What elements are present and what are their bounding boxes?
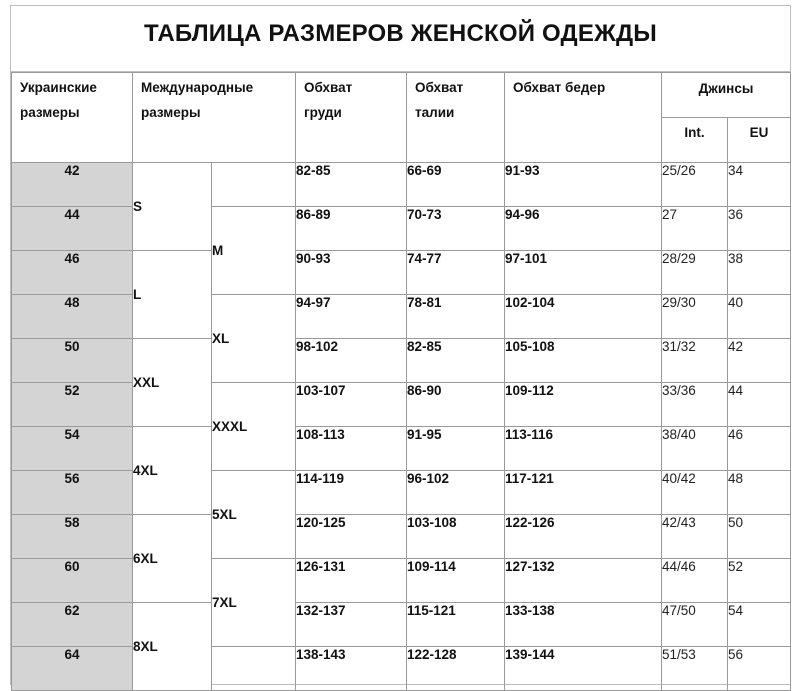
header-international-line2: размеры (141, 105, 201, 120)
table-row (12, 471, 791, 515)
header-waist-line1: Обхват (415, 80, 464, 95)
jeans-int-cell: 44/46 (662, 559, 728, 603)
intl-size-right-cell: XL (212, 295, 296, 383)
intl-size-right-empty-cell (212, 647, 296, 691)
waist-cell: 122-128 (407, 647, 505, 691)
ua-size-cell: 62 (12, 603, 133, 647)
jeans-eu-cell: 50 (728, 515, 791, 559)
intl-size-left-cell: 6XL (133, 515, 212, 603)
hips-cell: 94-96 (505, 207, 662, 251)
header-international-sizes (133, 73, 296, 163)
jeans-eu-cell: 36 (728, 207, 791, 251)
jeans-int-cell: 40/42 (662, 471, 728, 515)
hips-cell: 117-121 (505, 471, 662, 515)
jeans-int-cell: 29/30 (662, 295, 728, 339)
table-row (12, 383, 791, 427)
jeans-int-cell: 28/29 (662, 251, 728, 295)
header-jeans-int: Int. (662, 118, 728, 163)
jeans-int-cell: 27 (662, 207, 728, 251)
intl-size-left-cell: 4XL (133, 427, 212, 515)
ua-size-cell: 60 (12, 559, 133, 603)
jeans-eu-cell: 34 (728, 163, 791, 207)
chest-cell: 132-137 (296, 603, 407, 647)
intl-size-left-cell: 8XL (133, 603, 212, 691)
hips-cell: 109-112 (505, 383, 662, 427)
jeans-eu-cell: 56 (728, 647, 791, 691)
chest-cell: 98-102 (296, 339, 407, 383)
header-waist-line2: талии (415, 105, 455, 120)
intl-size-right-cell: 7XL (212, 559, 296, 647)
waist-cell: 78-81 (407, 295, 505, 339)
ua-size-cell: 42 (12, 163, 133, 207)
header-chest (296, 73, 407, 163)
header-jeans: Джинсы (662, 73, 791, 118)
waist-cell: 74-77 (407, 251, 505, 295)
table-row (12, 295, 791, 339)
chest-cell: 138-143 (296, 647, 407, 691)
table-row (12, 603, 791, 647)
ua-size-cell: 50 (12, 339, 133, 383)
header-hips (505, 73, 662, 163)
chest-cell: 114-119 (296, 471, 407, 515)
hips-cell: 133-138 (505, 603, 662, 647)
intl-size-left-cell: L (133, 251, 212, 339)
hips-cell: 102-104 (505, 295, 662, 339)
intl-size-right-cell: XXXL (212, 383, 296, 471)
jeans-eu-cell: 54 (728, 603, 791, 647)
jeans-eu-cell: 46 (728, 427, 791, 471)
ua-size-cell: 58 (12, 515, 133, 559)
chest-cell: 86-89 (296, 207, 407, 251)
hips-cell: 97-101 (505, 251, 662, 295)
ua-size-cell: 48 (12, 295, 133, 339)
waist-cell: 115-121 (407, 603, 505, 647)
header-waist (407, 73, 505, 163)
jeans-int-cell: 25/26 (662, 163, 728, 207)
jeans-eu-cell: 42 (728, 339, 791, 383)
table-row (12, 559, 791, 603)
jeans-eu-cell: 48 (728, 471, 791, 515)
intl-size-right-cell: 5XL (212, 471, 296, 559)
chest-cell: 120-125 (296, 515, 407, 559)
waist-cell: 109-114 (407, 559, 505, 603)
intl-size-left-cell: XXL (133, 339, 212, 427)
jeans-eu-cell: 38 (728, 251, 791, 295)
hips-cell: 127-132 (505, 559, 662, 603)
intl-size-right-empty-cell (212, 163, 296, 207)
waist-cell: 66-69 (407, 163, 505, 207)
chest-cell: 103-107 (296, 383, 407, 427)
table-row (12, 427, 791, 471)
jeans-eu-cell: 44 (728, 383, 791, 427)
hips-cell: 122-126 (505, 515, 662, 559)
header-chest-line1: Обхват (304, 80, 353, 95)
size-table-body (12, 163, 791, 691)
table-row (12, 339, 791, 383)
header-jeans-eu: EU (728, 118, 791, 163)
table-row (12, 647, 791, 691)
hips-cell: 91-93 (505, 163, 662, 207)
jeans-int-cell: 38/40 (662, 427, 728, 471)
ua-size-cell: 44 (12, 207, 133, 251)
waist-cell: 103-108 (407, 515, 505, 559)
table-row (12, 251, 791, 295)
chest-cell: 108-113 (296, 427, 407, 471)
jeans-eu-cell: 40 (728, 295, 791, 339)
table-row (12, 515, 791, 559)
waist-cell: 91-95 (407, 427, 505, 471)
waist-cell: 96-102 (407, 471, 505, 515)
ua-size-cell: 54 (12, 427, 133, 471)
header-ukrainian-sizes (12, 73, 133, 163)
header-ukrainian-line1: Украинские (20, 80, 97, 95)
waist-cell: 86-90 (407, 383, 505, 427)
ua-size-cell: 52 (12, 383, 133, 427)
jeans-int-cell: 33/36 (662, 383, 728, 427)
jeans-int-cell: 47/50 (662, 603, 728, 647)
waist-cell: 82-85 (407, 339, 505, 383)
jeans-int-cell: 51/53 (662, 647, 728, 691)
size-chart-sheet (10, 5, 791, 685)
chest-cell: 90-93 (296, 251, 407, 295)
header-international-line1: Международные (141, 80, 254, 95)
jeans-int-cell: 31/32 (662, 339, 728, 383)
size-table (11, 72, 791, 691)
intl-size-left-cell: S (133, 163, 212, 251)
table-row (12, 163, 791, 207)
intl-size-right-cell: M (212, 207, 296, 295)
header-chest-line2: груди (304, 105, 342, 120)
table-row (12, 207, 791, 251)
header-ukrainian-line2: размеры (20, 105, 80, 120)
waist-cell: 70-73 (407, 207, 505, 251)
chart-title: ТАБЛИЦА РАЗМЕРОВ ЖЕНСКОЙ ОДЕЖДЫ (11, 6, 790, 72)
hips-cell: 113-116 (505, 427, 662, 471)
ua-size-cell: 46 (12, 251, 133, 295)
ua-size-cell: 64 (12, 647, 133, 691)
hips-cell: 139-144 (505, 647, 662, 691)
jeans-int-cell: 42/43 (662, 515, 728, 559)
hips-cell: 105-108 (505, 339, 662, 383)
jeans-eu-cell: 52 (728, 559, 791, 603)
ua-size-cell: 56 (12, 471, 133, 515)
chest-cell: 82-85 (296, 163, 407, 207)
header-hips-text: Обхват бедер (513, 80, 606, 95)
chest-cell: 94-97 (296, 295, 407, 339)
chest-cell: 126-131 (296, 559, 407, 603)
